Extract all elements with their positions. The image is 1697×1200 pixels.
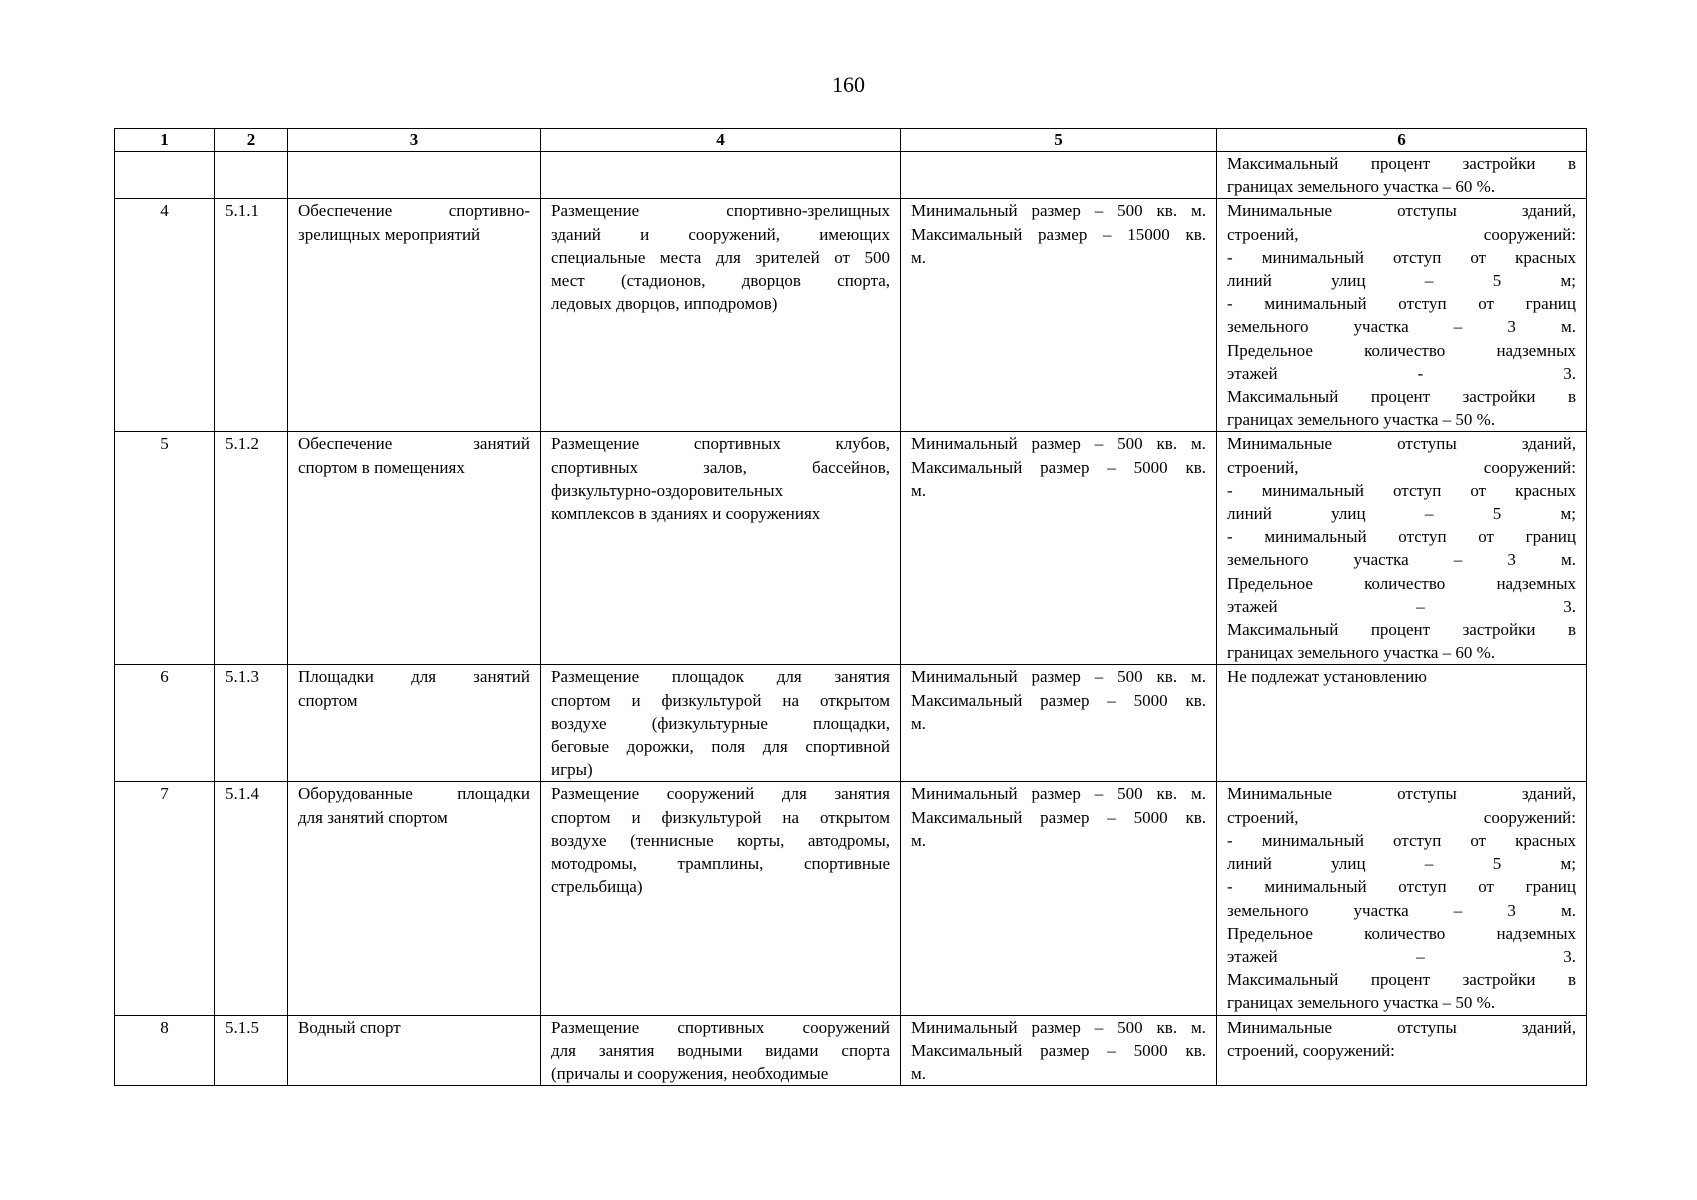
cell-description bbox=[541, 152, 901, 199]
text-line: - минимальный отступ от границ bbox=[1227, 877, 1576, 897]
text-line: спортом в помещениях bbox=[298, 457, 465, 477]
text-line: стрельбища) bbox=[551, 877, 643, 897]
text-line: Предельное количество надземных bbox=[1227, 340, 1576, 360]
text-line: комплексов в зданиях и сооружениях bbox=[551, 504, 821, 524]
text-line: земельного участка – 3 м. bbox=[1227, 550, 1576, 570]
cell-description bbox=[541, 199, 901, 432]
table-row bbox=[115, 782, 1587, 1015]
cell-num: 8 bbox=[115, 1015, 215, 1086]
cell-code: 5.1.2 bbox=[215, 432, 288, 665]
cell-name bbox=[288, 1015, 541, 1086]
cell-name bbox=[288, 432, 541, 665]
text-line: беговые дорожки, поля для спортивной bbox=[551, 737, 890, 757]
text-line: Площадки для занятий bbox=[298, 667, 530, 687]
text-line: спортом и физкультурой на открытом bbox=[551, 690, 890, 710]
table-row bbox=[115, 665, 1587, 782]
text-line: Обеспечение занятий bbox=[298, 434, 530, 454]
cell-num: 6 bbox=[115, 665, 215, 782]
text-line: Минимальный размер – 500 кв. м. bbox=[911, 1017, 1206, 1037]
table-header-row bbox=[115, 129, 1587, 152]
cell-code: 5.1.3 bbox=[215, 665, 288, 782]
cell-description bbox=[541, 432, 901, 665]
text-line: Минимальный размер – 500 кв. м. bbox=[911, 201, 1206, 221]
column-header: 5 bbox=[901, 129, 1217, 152]
text-line: строений, сооружений: bbox=[1227, 457, 1576, 477]
cell-parameters bbox=[1217, 1015, 1587, 1086]
text-line: Максимальный процент застройки в bbox=[1227, 387, 1576, 407]
text-line: м. bbox=[911, 480, 927, 500]
column-header: 1 bbox=[115, 129, 215, 152]
text-line: зданий и сооружений, имеющих bbox=[551, 224, 890, 244]
cell-size bbox=[901, 665, 1217, 782]
text-line: земельного участка – 3 м. bbox=[1227, 900, 1576, 920]
text-line: Оборудованные площадки bbox=[298, 784, 530, 804]
text-line: Максимальный процент застройки в bbox=[1227, 970, 1576, 990]
text-line: Предельное количество надземных bbox=[1227, 923, 1576, 943]
cell-size bbox=[901, 1015, 1217, 1086]
text-line: мотодромы, трамплины, спортивные bbox=[551, 854, 890, 874]
text-line: мест (стадионов, дворцов спорта, bbox=[551, 271, 890, 291]
cell-parameters bbox=[1217, 782, 1587, 1015]
text-line: Максимальный размер – 15000 кв. bbox=[911, 224, 1206, 244]
text-line: - минимальный отступ от границ bbox=[1227, 294, 1576, 314]
text-line: Размещение сооружений для занятия bbox=[551, 784, 890, 804]
text-line: этажей – 3. bbox=[1227, 596, 1576, 616]
text-line: Минимальный размер – 500 кв. м. bbox=[911, 434, 1206, 454]
text-line: Обеспечение спортивно- bbox=[298, 201, 530, 221]
text-line: Максимальный размер – 5000 кв. bbox=[911, 1040, 1206, 1060]
text-line: Размещение спортивных сооружений bbox=[551, 1017, 890, 1037]
text-line: Размещение спортивных клубов, bbox=[551, 434, 890, 454]
cell-code bbox=[215, 152, 288, 199]
text-line: воздухе (физкультурные площадки, bbox=[551, 713, 890, 733]
text-line: Максимальный процент застройки в bbox=[1227, 620, 1576, 640]
text-line: - минимальный отступ от красных bbox=[1227, 247, 1576, 267]
table-row bbox=[115, 199, 1587, 432]
text-line: границах земельного участка – 60 %. bbox=[1227, 643, 1496, 663]
cell-size bbox=[901, 432, 1217, 665]
text-line: границах земельного участка – 50 %. bbox=[1227, 993, 1496, 1013]
cell-size bbox=[901, 782, 1217, 1015]
cell-code: 5.1.4 bbox=[215, 782, 288, 1015]
text-line: Минимальные отступы зданий, bbox=[1227, 201, 1576, 221]
cell-parameters bbox=[1217, 199, 1587, 432]
cell-size bbox=[901, 199, 1217, 432]
text-line: м. bbox=[911, 830, 927, 850]
text-line: ледовых дворцов, ипподромов) bbox=[551, 294, 778, 314]
text-line: Не подлежат установлению bbox=[1227, 667, 1427, 687]
text-line: Минимальные отступы зданий, bbox=[1227, 1017, 1576, 1037]
text-line: зрелищных мероприятий bbox=[298, 224, 481, 244]
cell-code: 5.1.1 bbox=[215, 199, 288, 432]
zoning-table bbox=[114, 128, 1587, 1086]
text-line: - минимальный отступ от границ bbox=[1227, 527, 1576, 547]
text-line: игры) bbox=[551, 760, 593, 780]
cell-name bbox=[288, 782, 541, 1015]
text-line: земельного участка – 3 м. bbox=[1227, 317, 1576, 337]
text-line: строений, сооружений: bbox=[1227, 224, 1576, 244]
text-line: м. bbox=[911, 1063, 927, 1083]
text-line: м. bbox=[911, 247, 927, 267]
text-line: этажей – 3. bbox=[1227, 946, 1576, 966]
cell-name bbox=[288, 152, 541, 199]
text-line: линий улиц – 5 м; bbox=[1227, 271, 1576, 291]
cell-description bbox=[541, 1015, 901, 1086]
text-line: для занятий спортом bbox=[298, 807, 448, 827]
cell-name bbox=[288, 199, 541, 432]
text-line: линий улиц – 5 м; bbox=[1227, 504, 1576, 524]
text-line: линий улиц – 5 м; bbox=[1227, 854, 1576, 874]
cell-parameters bbox=[1217, 152, 1587, 199]
text-line: Максимальный размер – 5000 кв. bbox=[911, 807, 1206, 827]
column-header: 3 bbox=[288, 129, 541, 152]
column-header: 4 bbox=[541, 129, 901, 152]
text-line: Минимальный размер – 500 кв. м. bbox=[911, 667, 1206, 687]
text-line: физкультурно-оздоровительных bbox=[551, 480, 784, 500]
text-line: - минимальный отступ от красных bbox=[1227, 830, 1576, 850]
text-line: - минимальный отступ от красных bbox=[1227, 480, 1576, 500]
text-line: Максимальный размер – 5000 кв. bbox=[911, 690, 1206, 710]
text-line: Минимальный размер – 500 кв. м. bbox=[911, 784, 1206, 804]
cell-size bbox=[901, 152, 1217, 199]
cell-code: 5.1.5 bbox=[215, 1015, 288, 1086]
text-line: Размещение площадок для занятия bbox=[551, 667, 890, 687]
text-line: строений, сооружений: bbox=[1227, 1040, 1395, 1060]
cell-name bbox=[288, 665, 541, 782]
text-line: Водный спорт bbox=[298, 1017, 401, 1037]
text-line: Размещение спортивно-зрелищных bbox=[551, 201, 890, 221]
cell-num: 4 bbox=[115, 199, 215, 432]
text-line: для занятия водными видами спорта bbox=[551, 1040, 890, 1060]
text-line: специальные места для зрителей от 500 bbox=[551, 247, 890, 267]
cell-num: 7 bbox=[115, 782, 215, 1015]
text-line: воздухе (теннисные корты, автодромы, bbox=[551, 830, 890, 850]
text-line: Максимальный процент застройки в bbox=[1227, 154, 1576, 173]
column-header: 6 bbox=[1217, 129, 1587, 152]
text-line: Максимальный размер – 5000 кв. bbox=[911, 457, 1206, 477]
text-line: строений, сооружений: bbox=[1227, 807, 1576, 827]
column-header: 2 bbox=[215, 129, 288, 152]
text-line: Предельное количество надземных bbox=[1227, 573, 1576, 593]
text-line: спортом и физкультурой на открытом bbox=[551, 807, 890, 827]
text-line: спортивных залов, бассейнов, bbox=[551, 457, 890, 477]
text-line: Минимальные отступы зданий, bbox=[1227, 784, 1576, 804]
cell-num bbox=[115, 152, 215, 199]
cell-description bbox=[541, 782, 901, 1015]
text-line: спортом bbox=[298, 690, 358, 710]
text-line: (причалы и сооружения, необходимые bbox=[551, 1063, 829, 1083]
page-number: 160 bbox=[832, 72, 865, 97]
cell-num: 5 bbox=[115, 432, 215, 665]
text-line: этажей - 3. bbox=[1227, 363, 1576, 383]
table-row-continuation bbox=[115, 152, 1587, 199]
cell-parameters bbox=[1217, 665, 1587, 782]
text-line: м. bbox=[911, 713, 927, 733]
cell-description bbox=[541, 665, 901, 782]
text-line: Минимальные отступы зданий, bbox=[1227, 434, 1576, 454]
text-line: границах земельного участка – 60 %. bbox=[1227, 177, 1496, 197]
text-line: границах земельного участка – 50 %. bbox=[1227, 410, 1496, 430]
cell-parameters bbox=[1217, 432, 1587, 665]
table-row bbox=[115, 432, 1587, 665]
table-row bbox=[115, 1015, 1587, 1086]
